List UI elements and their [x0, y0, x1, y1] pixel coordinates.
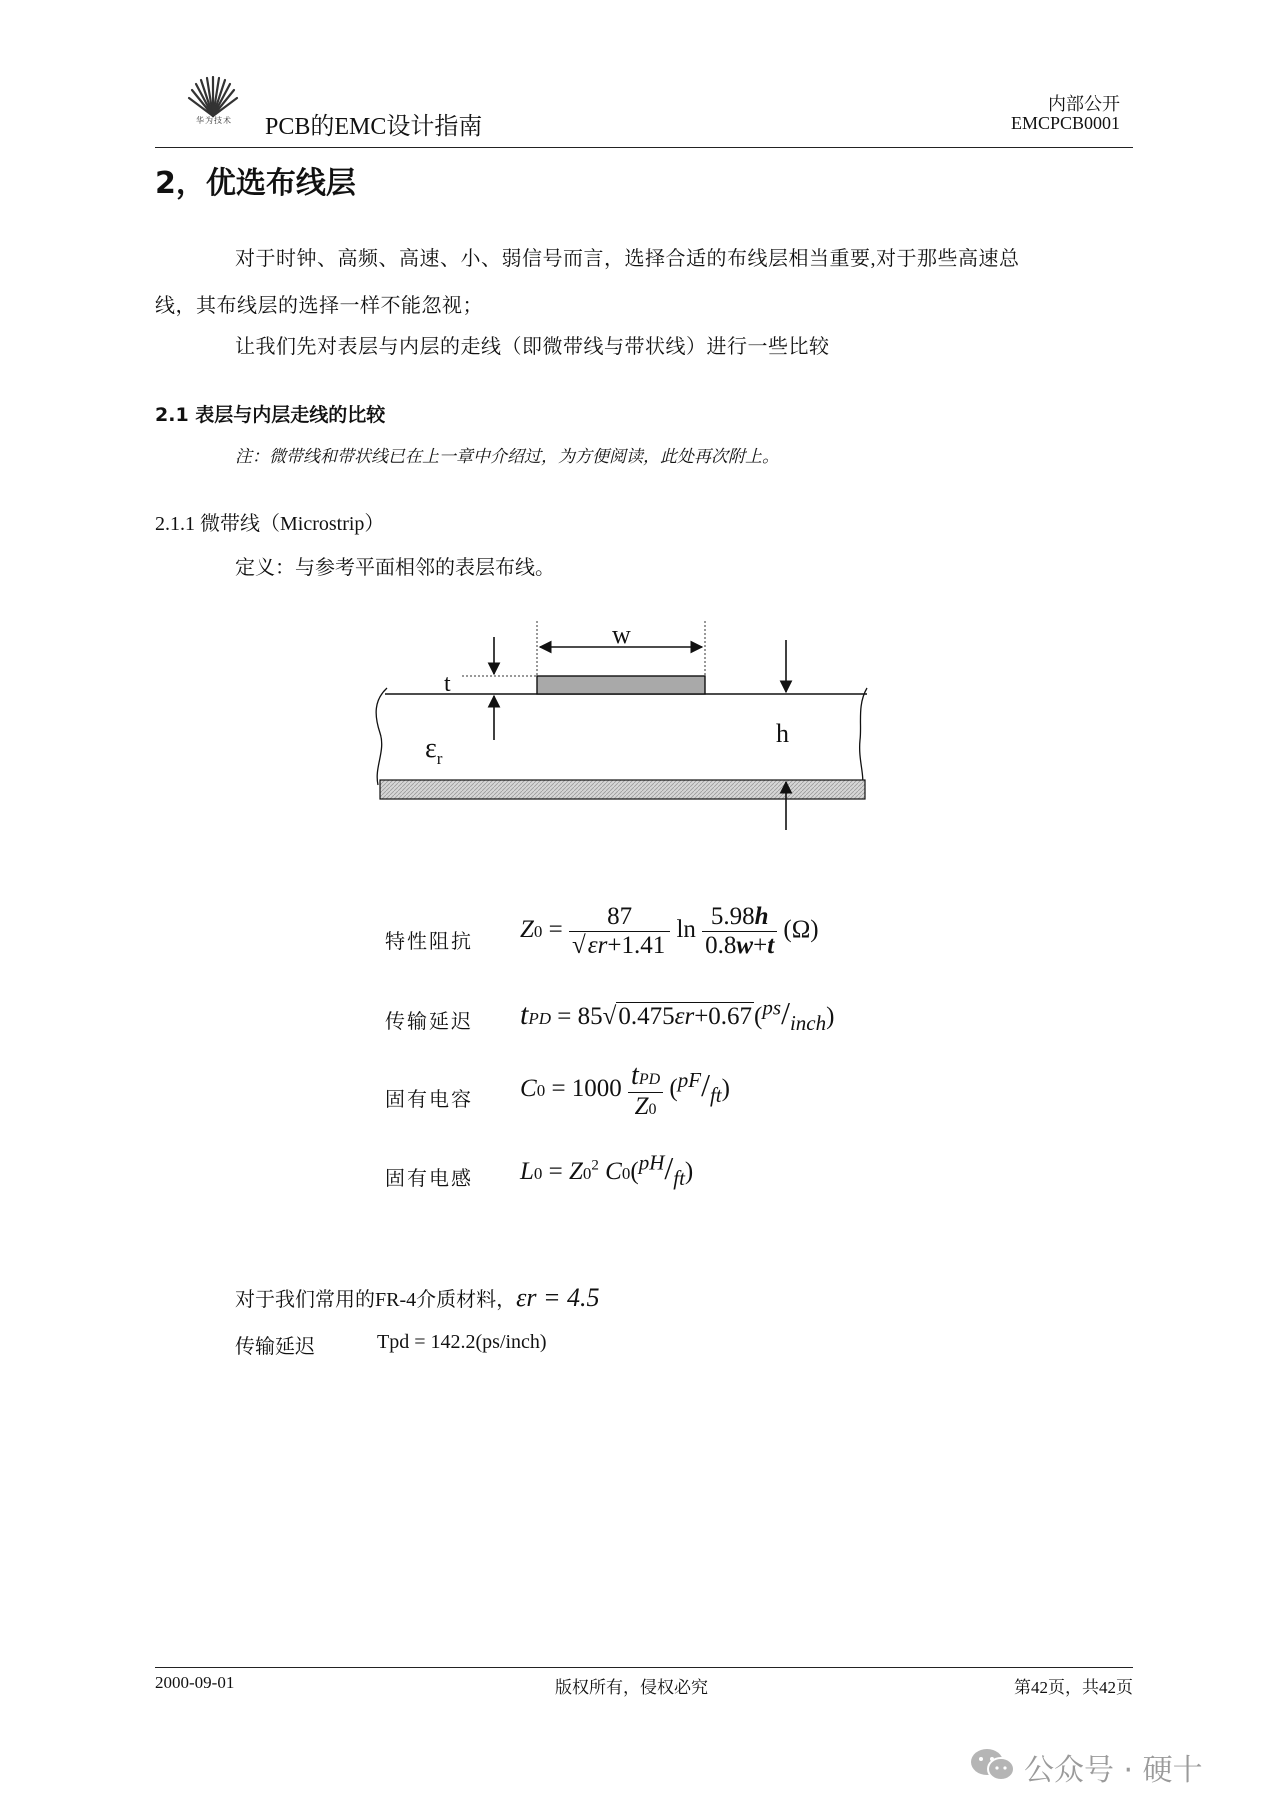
trace-conductor	[537, 676, 705, 694]
logo-caption: 华为技术	[196, 116, 232, 125]
substrate-left-edge	[376, 688, 387, 785]
delay-formula: tPD = $85√0.475\varepsilon r+0.67(^{ps}/_{inch})$	[520, 995, 835, 1035]
fr4-statement	[235, 1283, 600, 1313]
header-rule	[155, 147, 1133, 148]
capacitance-formula: C0 = 1000 $\frac{\text{tPD}}{Z0}$ $(^{pF}/_{ft})$	[520, 1060, 730, 1120]
classification-label: 内部公开	[1048, 94, 1120, 114]
substrate-right-edge	[860, 688, 867, 787]
inductance-formula: $L0 = Z0^2$ $C0(^{pH}/_{ft})$	[520, 1150, 694, 1190]
impedance-formula: Z0 = $\frac{87}{√\varepsilon r+1.41}$ ln $\frac{5.98h}{0.8w+t}$ (Ω)	[520, 903, 819, 959]
footer-page-number: 第42页，共42页	[1014, 1678, 1133, 1697]
document-number: EMCPCB0001	[1010, 113, 1120, 133]
document-title: PCB的EMC设计指南	[265, 114, 483, 140]
label-h: h	[776, 719, 789, 748]
footer-copyright: 版权所有，侵权必究	[555, 1678, 708, 1697]
watermark-text: 公众号 · 硬十	[1024, 1753, 1203, 1788]
label-epsilon: $\varepsilon_r$	[425, 733, 443, 768]
inductance-label: 固有电感	[385, 1168, 473, 1190]
microstrip-diagram	[370, 615, 880, 840]
subsection-heading: 2.1 表层与内层走线的比较	[155, 404, 386, 426]
footer-rule	[155, 1667, 1133, 1668]
tpd-label: 传输延迟	[235, 1336, 315, 1358]
paragraph-2: 让我们先对表层与内层的走线（即微带线与带状线）进行一些比较	[235, 336, 830, 358]
impedance-label: 特性阻抗	[385, 931, 473, 953]
tpd-value: Tpd = 142.2(ps/inch)	[377, 1331, 547, 1353]
capacitance-label: 固有电容	[385, 1089, 473, 1111]
footer-date: 2000-09-01	[155, 1673, 235, 1692]
subsubsection-heading: 2.1.1 微带线（Microstrip）	[155, 513, 385, 535]
label-w: w	[612, 620, 631, 649]
paragraph-1: 对于时钟、高频、高速、小、弱信号而言，选择合适的布线层相当重要,对于那些高速总	[235, 248, 1020, 270]
delay-label: 传输延迟	[385, 1011, 473, 1033]
label-t: t	[444, 671, 451, 697]
paragraph-1-continued: 线，其布线层的选择一样不能忽视；	[155, 295, 483, 317]
note-text: 注：微带线和带状线已在上一章中介绍过，为方便阅读，此处再次附上。	[235, 447, 779, 466]
wechat-icon	[968, 1745, 1018, 1785]
definition-text: 定义：与参考平面相邻的表层布线。	[235, 557, 555, 579]
fr4-text: 对于我们常用的FR-4介质材料，	[235, 1289, 517, 1311]
section-heading: 2，优选布线层	[155, 166, 356, 201]
fr4-permittivity: εr = 4.5	[516, 1283, 600, 1312]
reference-plane	[380, 780, 865, 799]
